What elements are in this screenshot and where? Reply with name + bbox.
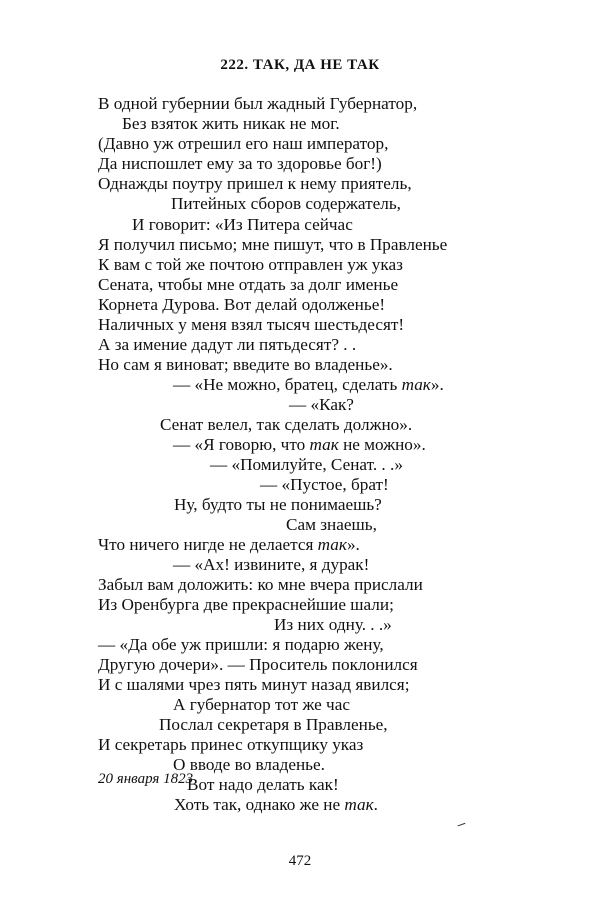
poem-line: — «Да обе уж пришли: я подарю жену, — [98, 635, 384, 654]
poem-line: Однажды поутру пришел к нему приятель, — [98, 174, 412, 193]
poem-line: И говорит: «Из Питера сейчас — [132, 215, 353, 234]
poem-line: Корнета Дурова. Вот делай одолженье! — [98, 295, 386, 314]
ink-speck — [458, 823, 467, 829]
poem-line: Я получил письмо; мне пишут, что в Правленье — [98, 235, 448, 254]
poem-title: 222. ТАК, ДА НЕ ТАК — [220, 57, 380, 73]
poem-line: Послал секретаря в Правленье, — [159, 715, 388, 734]
poem-line: А губернатор тот же час — [173, 695, 350, 714]
poem-line: Но сам я виноват; введите во владенье». — [98, 355, 393, 374]
poem-line: Питейных сборов содержатель, — [171, 194, 401, 213]
poem-line: (Давно уж отрешил его наш император, — [98, 134, 389, 153]
poem-line: — «Помилуйте, Сенат. . .» — [210, 455, 403, 474]
poem-line: Что ничего нигде не делается так». — [98, 535, 360, 554]
page-number: 472 — [288, 853, 312, 869]
poem-line: Сам знаешь, — [286, 515, 377, 534]
poem-line: Ну, будто ты не понимаешь? — [174, 495, 382, 514]
poem-line: Без взяток жить никак не мог. — [122, 114, 340, 133]
poem-line: — «Как? — [289, 395, 354, 414]
poem-line: А за имение дадут ли пятьдесят? . . — [98, 335, 357, 354]
poem-line: Забыл вам доложить: ко мне вчера прислали — [98, 575, 423, 594]
poem-line: К вам с той же почтою отправлен уж указ — [98, 255, 403, 274]
poem-line: Сената, чтобы мне отдать за долг именье — [98, 275, 399, 294]
poem-line: Да ниспошлет ему за то здоровье бог!) — [98, 154, 382, 173]
poem-line: — «Не можно, братец, сделать так». — [173, 375, 444, 394]
poem-line: И с шалями чрез пять минут назад явился; — [98, 675, 410, 694]
poem-line: Другую дочери». — Проситель поклонился — [98, 655, 418, 674]
poem-line: Из Оренбурга две прекраснейшие шали; — [98, 595, 394, 614]
poem-line: Хоть так, однако же не так. — [174, 795, 378, 814]
poem-line: О вводе во владенье. — [173, 755, 325, 774]
poem-line: Наличных у меня взял тысяч шестьдесят! — [98, 315, 405, 334]
poem-line: В одной губернии был жадный Губернатор, — [98, 94, 418, 113]
poem-line: Из них одну. . .» — [274, 615, 392, 634]
poem-line: — «Я говорю, что так не можно». — [173, 435, 426, 454]
poem-date: 20 января 1823 — [98, 771, 194, 787]
poem-line: Сенат велел, так сделать должно». — [160, 415, 413, 434]
poem-line: Вот надо делать как! — [187, 775, 339, 794]
poem-line: И секретарь принес откупщику указ — [98, 735, 364, 754]
poem-line: — «Ах! извините, я дурак! — [173, 555, 370, 574]
poem-line: — «Пустое, брат! — [260, 475, 389, 494]
